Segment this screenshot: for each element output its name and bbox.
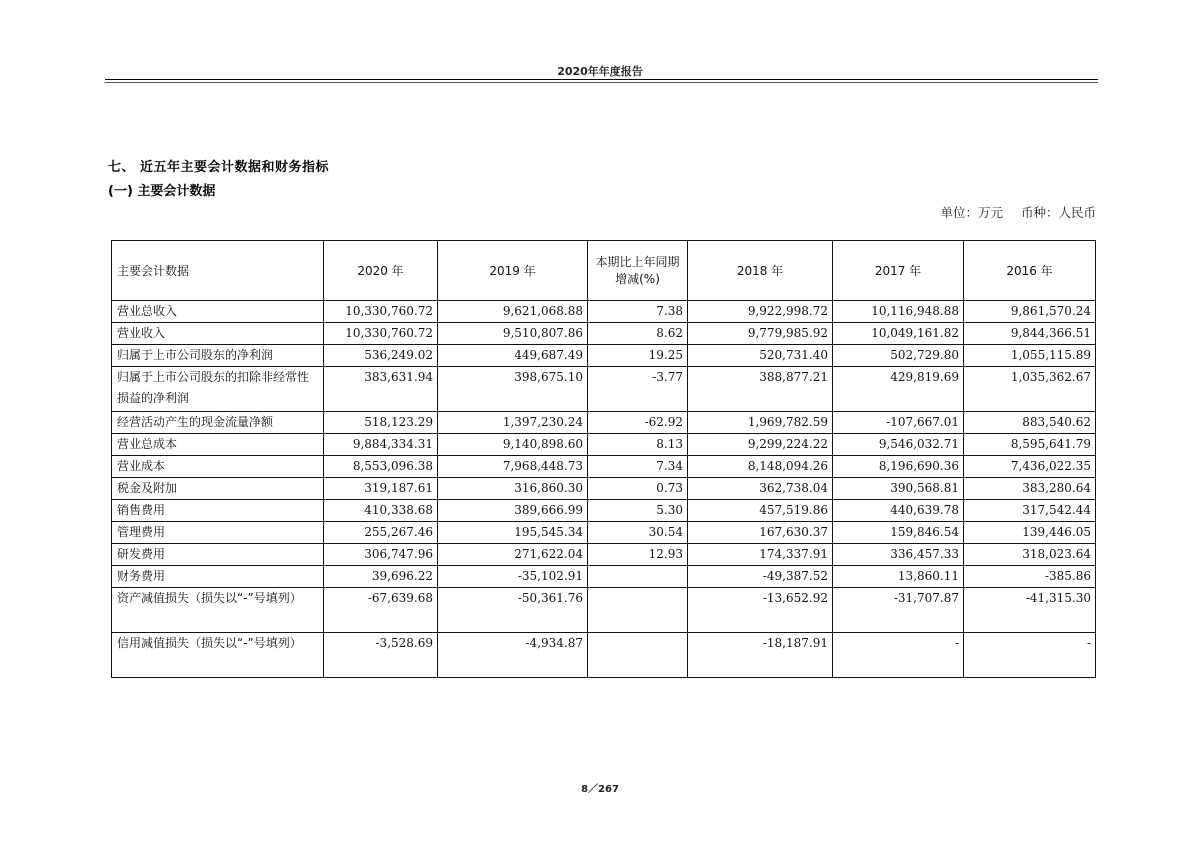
cell-value: 271,622.04 — [438, 544, 588, 566]
cell-value: -35,102.91 — [438, 566, 588, 588]
cell-value: -67,639.68 — [324, 588, 438, 633]
cell-value: 195,545.34 — [438, 522, 588, 544]
cell-value: 398,675.10 — [438, 367, 588, 412]
cell-value: 319,187.61 — [324, 478, 438, 500]
cell-value: 139,446.05 — [964, 522, 1096, 544]
cell-value: -50,361.76 — [438, 588, 588, 633]
cell-value: 13,860.11 — [833, 566, 964, 588]
cell-value: 255,267.46 — [324, 522, 438, 544]
table-row — [112, 434, 1096, 456]
row-label: 税金及附加 — [112, 478, 324, 500]
cell-value: 536,249.02 — [324, 345, 438, 367]
cell-value: 10,116,948.88 — [833, 301, 964, 323]
section-title: 七、 近五年主要会计数据和财务指标 — [108, 160, 330, 175]
cell-value: 10,330,760.72 — [324, 323, 438, 345]
row-label: 营业总收入 — [112, 301, 324, 323]
cell-value: 159,846.54 — [833, 522, 964, 544]
cell-value — [588, 566, 688, 588]
cell-value: -18,187.91 — [688, 633, 833, 678]
cell-value: 1,055,115.89 — [964, 345, 1096, 367]
cell-value: -4,934.87 — [438, 633, 588, 678]
row-label: 销售费用 — [112, 500, 324, 522]
row-label: 归属于上市公司股东的扣除非经常性损益的净利润 — [112, 367, 324, 412]
cell-value: 388,877.21 — [688, 367, 833, 412]
cell-value: 9,299,224.22 — [688, 434, 833, 456]
row-label: 管理费用 — [112, 522, 324, 544]
cell-value: 8,553,096.38 — [324, 456, 438, 478]
cell-value: 10,049,161.82 — [833, 323, 964, 345]
unit-line — [926, 203, 1096, 221]
page-header-title: 2020年年度报告 — [557, 65, 643, 78]
cell-value: 9,861,570.24 — [964, 301, 1096, 323]
cell-value: 167,630.37 — [688, 522, 833, 544]
table-row — [112, 345, 1096, 367]
cell-value: 10,330,760.72 — [324, 301, 438, 323]
cell-value: 9,546,032.71 — [833, 434, 964, 456]
cell-value: -3.77 — [588, 367, 688, 412]
row-label: 归属于上市公司股东的净利润 — [112, 345, 324, 367]
accounting-data-table — [111, 240, 1096, 678]
row-label: 财务费用 — [112, 566, 324, 588]
cell-value: 7.38 — [588, 301, 688, 323]
cell-value: 383,280.64 — [964, 478, 1096, 500]
cell-value: - — [964, 633, 1096, 678]
cell-value — [588, 588, 688, 633]
cell-value: 8.62 — [588, 323, 688, 345]
table-row — [112, 323, 1096, 345]
cell-value: 7,436,022.35 — [964, 456, 1096, 478]
cell-value: 8.13 — [588, 434, 688, 456]
cell-value: 9,140,898.60 — [438, 434, 588, 456]
cell-value: 410,338.68 — [324, 500, 438, 522]
cell-value: 1,035,362.67 — [964, 367, 1096, 412]
cell-value: 8,148,094.26 — [688, 456, 833, 478]
cell-value: -49,387.52 — [688, 566, 833, 588]
column-header: 2018 年 — [688, 241, 833, 301]
cell-value: 0.73 — [588, 478, 688, 500]
cell-value: 5.30 — [588, 500, 688, 522]
cell-value: -107,667.01 — [833, 412, 964, 434]
cell-value: 9,844,366.51 — [964, 323, 1096, 345]
cell-value: 383,631.94 — [324, 367, 438, 412]
row-label: 研发费用 — [112, 544, 324, 566]
cell-value: 1,969,782.59 — [688, 412, 833, 434]
cell-value: -41,315.30 — [964, 588, 1096, 633]
cell-value: 389,666.99 — [438, 500, 588, 522]
cell-value: 7,968,448.73 — [438, 456, 588, 478]
cell-value: 30.54 — [588, 522, 688, 544]
cell-value: 9,884,334.31 — [324, 434, 438, 456]
table-header-row — [112, 241, 1096, 301]
table-row — [112, 301, 1096, 323]
cell-value: 8,196,690.36 — [833, 456, 964, 478]
table-row — [112, 412, 1096, 434]
cell-value: 1,397,230.24 — [438, 412, 588, 434]
row-label: 营业成本 — [112, 456, 324, 478]
row-label: 营业收入 — [112, 323, 324, 345]
row-label: 经营活动产生的现金流量净额 — [112, 412, 324, 434]
table-row — [112, 367, 1096, 412]
column-header: 本期比上年同期增减(%) — [588, 241, 688, 301]
header-rule — [105, 79, 1098, 80]
table-row — [112, 478, 1096, 500]
table-row — [112, 522, 1096, 544]
table-row — [112, 500, 1096, 522]
column-header: 2016 年 — [964, 241, 1096, 301]
cell-value: 9,779,985.92 — [688, 323, 833, 345]
cell-value: -3,528.69 — [324, 633, 438, 678]
cell-value: 9,621,068.88 — [438, 301, 588, 323]
cell-value: -62.92 — [588, 412, 688, 434]
column-header: 2020 年 — [324, 241, 438, 301]
cell-value: 449,687.49 — [438, 345, 588, 367]
cell-value: 9,510,807.86 — [438, 323, 588, 345]
cell-value: 520,731.40 — [688, 345, 833, 367]
cell-value: 7.34 — [588, 456, 688, 478]
table-row — [112, 566, 1096, 588]
subsection-title: (一) 主要会计数据 — [108, 184, 216, 199]
cell-value: 317,542.44 — [964, 500, 1096, 522]
cell-value: 390,568.81 — [833, 478, 964, 500]
cell-value — [588, 633, 688, 678]
cell-value: 883,540.62 — [964, 412, 1096, 434]
cell-value: -31,707.87 — [833, 588, 964, 633]
row-label: 资产减值损失（损失以“-”号填列） — [112, 588, 324, 633]
cell-value: -385.86 — [964, 566, 1096, 588]
cell-value: -13,652.92 — [688, 588, 833, 633]
table-row — [112, 544, 1096, 566]
cell-value: 306,747.96 — [324, 544, 438, 566]
cell-value: 12.93 — [588, 544, 688, 566]
cell-value: 174,337.91 — [688, 544, 833, 566]
cell-value: - — [833, 633, 964, 678]
cell-value: 429,819.69 — [833, 367, 964, 412]
table-row — [112, 588, 1096, 633]
cell-value: 316,860.30 — [438, 478, 588, 500]
cell-value: 8,595,641.79 — [964, 434, 1096, 456]
unit-label: 单位：万元 — [940, 205, 1003, 220]
page-number: 8／267 — [581, 784, 619, 795]
cell-value: 336,457.33 — [833, 544, 964, 566]
table-row — [112, 456, 1096, 478]
cell-value: 440,639.78 — [833, 500, 964, 522]
cell-value: 502,729.80 — [833, 345, 964, 367]
cell-value: 9,922,998.72 — [688, 301, 833, 323]
row-label: 营业总成本 — [112, 434, 324, 456]
column-header: 2017 年 — [833, 241, 964, 301]
table-row — [112, 633, 1096, 678]
column-header: 2019 年 — [438, 241, 588, 301]
cell-value: 457,519.86 — [688, 500, 833, 522]
cell-value: 39,696.22 — [324, 566, 438, 588]
header-rule-thin — [105, 82, 1098, 83]
cell-value: 518,123.29 — [324, 412, 438, 434]
column-header: 主要会计数据 — [112, 241, 324, 301]
cell-value: 362,738.04 — [688, 478, 833, 500]
cell-value: 318,023.64 — [964, 544, 1096, 566]
currency-label: 币种：人民币 — [1020, 205, 1096, 220]
row-label: 信用减值损失（损失以“-”号填列） — [112, 633, 324, 678]
cell-value: 19.25 — [588, 345, 688, 367]
